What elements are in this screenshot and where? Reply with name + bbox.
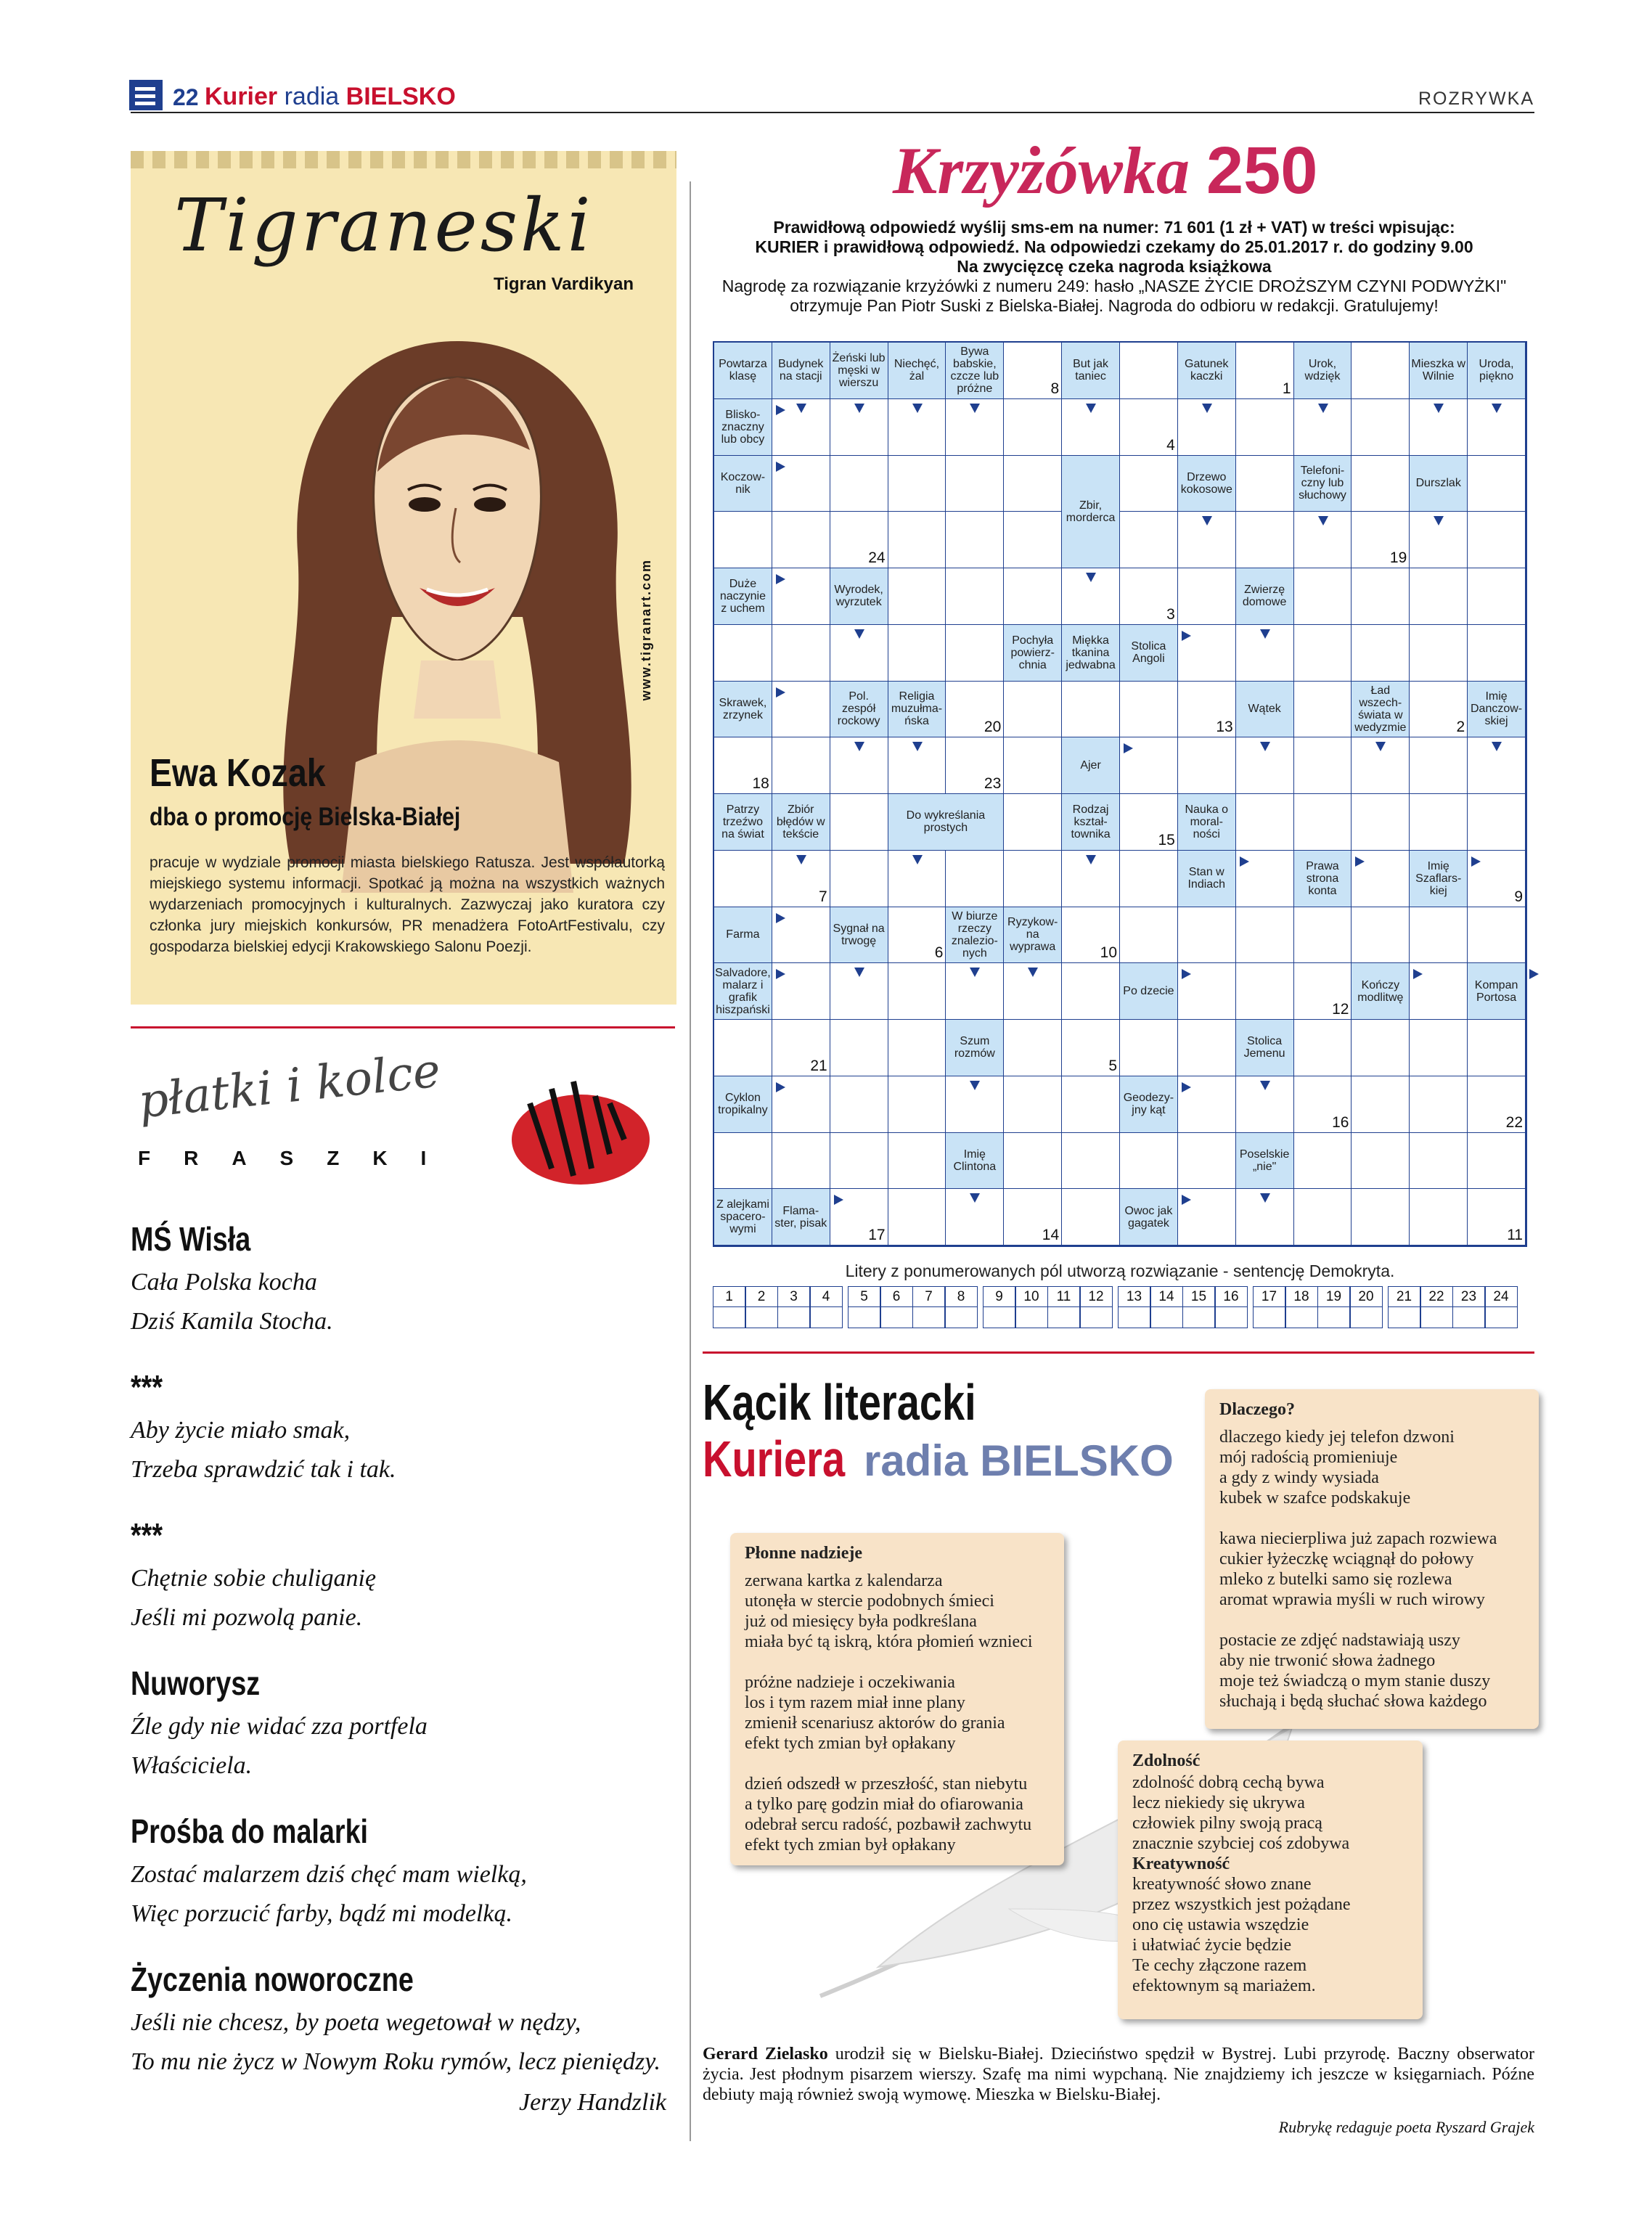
grid-cell[interactable]	[946, 512, 1004, 568]
clue-cell: Stan w Indiach	[1178, 851, 1236, 907]
person-subtitle: dba o promocję Bielska-Białej	[150, 803, 461, 831]
poem-line: a tylko parę godzin miał do ofiarowania	[745, 1795, 1023, 1814]
cell-number: 6	[934, 944, 944, 962]
poem-line: znacznie szybciej coś zdobywa	[1132, 1834, 1350, 1853]
page-number: 22	[173, 84, 199, 110]
clue-cell: Nauka o moral-ności	[1178, 794, 1236, 851]
answer-box[interactable]: 13	[1118, 1286, 1150, 1328]
poem-card: Płonne nadzieje zerwana kartka z kalendarza utonęła w stercie podobnych śmieci już od miesięcy była podkreślana miała być tą iskrą, która płomień wznieci próżne nadzieje i oczekiwania los i tym razem miał inne plany zmienił scenariusz aktorów do grania efekt tych zmian był opłakany dzień odszedł w przeszłość, stan niebytu a tylko parę godzin miał do ofiarowania odebrał sercu radość, pozbawił zachwytu efekt tych zmian był opłakany	[730, 1533, 1064, 1865]
crossword-rules: Prawidłową odpowiedź wyślij sms-em na numer: 71 601 (1 zł + VAT) w treści wpisując: KURIER i prawidłową odpowiedź. Na odpowiedzi czekamy do 25.01.2017 r. do godziny 9.00 Na zwycięzcę czeka nagroda książkowa Nagrodę za rozwiązanie krzyżówki z numeru 249: hasło „NASZE ŻYCIE DROŻSZYM CZYNI PODWYŻKI" otrzymuje Pan Piotr Suski z Bielska-Białej. Nagroda do odbioru w redakcji. Gratulujemy!	[721, 218, 1507, 315]
clue-cell: Z alejkami spacero-wymi	[714, 1189, 772, 1246]
clue-arrow-icon	[970, 1081, 980, 1090]
grid-cell[interactable]	[888, 512, 946, 568]
clue-cell: Imię Szaflars-kiej	[1410, 851, 1468, 907]
poem-line	[745, 1652, 1050, 1672]
clue-cell: Telefoni-czny lub słuchowy	[1294, 456, 1352, 512]
fraszka: *** Chętnie sobie chuliganię Jeśli mi pozwolą panie.	[131, 1516, 377, 1631]
section-name: ROZRYWKA	[1418, 89, 1534, 109]
grid-cell[interactable]	[1294, 737, 1352, 794]
answer-box[interactable]: 5	[848, 1286, 880, 1328]
clue-cell: Poselskie „nie"	[1236, 1133, 1294, 1190]
clue-cell: Sygnał na trwogę	[830, 907, 888, 964]
notebook-edge	[131, 151, 676, 168]
clue-cell: Zbiór błędów w tekście	[772, 794, 830, 851]
clue-cell: Kończy modlitwę	[1352, 963, 1410, 1020]
poem-card: Zdolność zdolność dobrą cechą bywa lecz niekiedy się ukrywa człowiek pilny swoją pracą znacznie szybciej coś zdobywa Kreatywność kreatywność słowo znane przez wszystkich jest pożądane ono cię ustawia wszędzie i ułatwiać życie będzie Te cechy złączone razem efektownym są mariażem.	[1118, 1741, 1423, 2019]
clue-cell: Durszlak	[1410, 456, 1468, 512]
poem-line: efektownym są mariażem.	[1132, 1976, 1316, 1995]
clue-cell: Duże naczynie z uchem	[714, 568, 772, 625]
clue-cell: Flama-ster, pisak	[772, 1189, 830, 1246]
clue-cell: Zbir, morderca	[1062, 456, 1120, 569]
answer-box[interactable]: 24	[1485, 1286, 1518, 1328]
clue-cell: Powtarza klasę	[714, 343, 772, 399]
clue-cell: Gatunek kaczki	[1178, 343, 1236, 399]
clue-cell: Szum rozmów	[946, 1020, 1004, 1076]
poem-line: dzień odszedł w przeszłość, stan niebytu	[745, 1775, 1028, 1794]
grid-cell[interactable]	[888, 568, 946, 625]
answer-box[interactable]: 23	[1452, 1286, 1485, 1328]
clue-cell: Skrawek, zrzynek	[714, 682, 772, 738]
poem-line: cukier łyżeczkę wciągnął do połowy	[1219, 1550, 1474, 1569]
grid-cell[interactable]	[1410, 625, 1468, 682]
answer-box[interactable]: 9	[983, 1286, 1015, 1328]
clue-cell: Farma	[714, 907, 772, 964]
cell-number: 18	[752, 775, 769, 792]
cell-number: 17	[868, 1227, 886, 1243]
clue-cell: Rodzaj kształ-townika	[1062, 794, 1120, 851]
clue-cell: Drzewo kokosowe	[1178, 456, 1236, 512]
clue-arrow-icon	[776, 913, 785, 923]
poem-line	[1219, 1610, 1524, 1630]
poem-line: aby nie trwonić słowa żadnego	[1219, 1651, 1436, 1670]
clue-arrow-icon	[1182, 969, 1191, 979]
clue-cell: Wyrodek, wyrzutek	[830, 568, 888, 625]
clue-arrow-icon	[1355, 856, 1365, 867]
clue-cell: Żeński lub męski w wierszu	[830, 343, 888, 399]
grid-cell[interactable]	[772, 512, 830, 568]
clue-arrow-icon	[1124, 743, 1133, 753]
poem-line: efekt tych zmian był opłakany	[745, 1734, 956, 1753]
grid-cell[interactable]	[1294, 907, 1352, 964]
grid-cell[interactable]	[1468, 456, 1526, 512]
fraszki-author: Jerzy Handzlik	[518, 2089, 666, 2116]
answer-box[interactable]: 22	[1420, 1286, 1453, 1328]
poem-line	[745, 1754, 1050, 1774]
clue-arrow-icon	[1434, 516, 1444, 525]
poem-line: mój radością promieniuje	[1219, 1448, 1398, 1467]
poem-line: kubek w szafce podskakuje	[1219, 1489, 1411, 1508]
clue-cell: Mieszka w Wilnie	[1410, 343, 1468, 399]
clue-arrow-icon	[796, 855, 806, 864]
clue-arrow-icon	[1434, 404, 1444, 413]
grid-cell[interactable]	[1062, 682, 1120, 738]
poem-line: Te cechy złączone razem	[1132, 1956, 1307, 1975]
artist-url: www.tigranart.com	[639, 559, 653, 701]
clue-arrow-icon	[970, 404, 980, 413]
clue-arrow-icon	[912, 742, 923, 751]
grid-cell[interactable]	[1468, 512, 1526, 568]
editor-credit: Rubrykę redaguje poeta Ryszard Grajek	[1278, 2118, 1534, 2136]
answer-box[interactable]: 14	[1150, 1286, 1183, 1328]
grid-cell[interactable]	[772, 737, 830, 794]
poem-line: dlaczego kiedy jej telefon dzwoni	[1219, 1428, 1455, 1447]
poem-line: już od miesięcy była podkreślana	[745, 1612, 977, 1631]
literary-title: Kącik literacki	[703, 1374, 976, 1431]
grid-cell[interactable]	[1120, 343, 1178, 399]
poem-line: kawa niecierpliwa już zapach rozwiewa	[1219, 1529, 1497, 1548]
grid-cell[interactable]	[772, 625, 830, 682]
poem-line: aromat wprawia myśli w ruch wirowy	[1219, 1590, 1485, 1609]
poem-line: moje też świadczą o mym stanie duszy	[1219, 1672, 1491, 1690]
clue-arrow-icon	[970, 968, 980, 977]
cell-number: 12	[1332, 1001, 1349, 1018]
clue-cell: Prawa strona konta	[1294, 851, 1352, 907]
clue-arrow-icon	[1529, 969, 1539, 979]
answer-box[interactable]: 4	[810, 1286, 843, 1328]
clue-cell: Imię Clintona	[946, 1133, 1004, 1190]
clue-arrow-icon	[1182, 631, 1191, 641]
clue-arrow-icon	[1260, 1081, 1270, 1090]
clue-arrow-icon	[776, 574, 785, 584]
poem-text	[1132, 1772, 1408, 1854]
poem-line	[1219, 1508, 1524, 1529]
fraszki-logo: płatki i kolce	[136, 1044, 443, 1129]
clue-cell: Urok, wdzięk	[1294, 343, 1352, 399]
clue-cell: Stolica Angoli	[1120, 625, 1178, 682]
clue-arrow-icon	[1492, 404, 1502, 413]
clue-arrow-icon	[1240, 856, 1249, 867]
person-name: Ewa Kozak	[150, 751, 326, 795]
clue-cell: Miękka tkanina jedwabna	[1062, 625, 1120, 682]
clue-arrow-icon	[776, 1082, 785, 1092]
clue-cell: Religia muzułma-ńska	[888, 682, 946, 738]
poem-line: los i tym razem miał inne plany	[745, 1693, 965, 1712]
crossword-grid[interactable]	[713, 341, 1527, 1247]
clue-arrow-icon	[776, 969, 785, 979]
clue-cell: Stolica Jemenu	[1236, 1020, 1294, 1076]
answer-box[interactable]: 18	[1285, 1286, 1318, 1328]
grid-cell[interactable]	[714, 512, 772, 568]
crossword-footer: Litery z ponumerowanych pól utworzą rozwiązanie - sentencję Demokryta.	[845, 1261, 1395, 1280]
grid-cell[interactable]	[1410, 568, 1468, 625]
poem-line: odebrał sercu radość, pozbawił zachwytu	[745, 1815, 1032, 1834]
clue-arrow-icon	[776, 405, 785, 415]
literary-title-kuriera: Kuriera	[703, 1431, 846, 1487]
cell-number: 13	[1216, 719, 1233, 736]
clue-cell: Ryzykow-na wyprawa	[1004, 907, 1062, 964]
clue-arrow-icon	[1260, 742, 1270, 751]
clue-arrow-icon	[912, 855, 923, 864]
cell-number: 22	[1505, 1113, 1523, 1131]
answer-box[interactable]: 3	[777, 1286, 810, 1328]
poem-line: kreatywność słowo znane	[1132, 1875, 1312, 1894]
answer-box[interactable]: 2	[745, 1286, 778, 1328]
grid-cell[interactable]	[1352, 399, 1410, 456]
clue-cell: But jak taniec	[1062, 343, 1120, 399]
clue-arrow-icon	[854, 968, 864, 977]
cell-number: 8	[1050, 380, 1060, 397]
fraszka: Życzenia noworoczne Jeśli nie chcesz, by poeta wegetował w nędzy, To mu nie życz w Nowym Roku rymów, lecz pieniędzy.	[131, 1960, 661, 2075]
clue-arrow-icon	[776, 687, 785, 698]
clue-cell: Do wykreślania prostych	[888, 794, 1005, 851]
grid-cell[interactable]	[946, 568, 1004, 625]
clue-arrow-icon	[970, 1193, 980, 1203]
poem-line: przez wszystkich jest pożądane	[1132, 1895, 1351, 1914]
answer-box[interactable]: 10	[1015, 1286, 1048, 1328]
poem-card: Dlaczego? dlaczego kiedy jej telefon dzwoni mój radością promieniuje a gdy z windy wysiada kubek w szafce podskakuje kawa niecierpliwa już zapach rozwiewa cukier łyżeczkę wciągnął do połowy mleko z butelki samo się rozlewa aromat wprawia myśli w ruch wirowy postacie ze zdjęć nadstawiają uszy aby nie trwonić słowa żadnego moje też świadczą o mym stanie duszy słuchają i będą słuchać słowa każdego	[1205, 1389, 1539, 1729]
clue-cell: Ajer	[1062, 737, 1120, 794]
cell-number: 21	[810, 1057, 827, 1074]
grid-cell[interactable]	[1294, 625, 1352, 682]
clue-arrow-icon	[1375, 742, 1386, 751]
clue-arrow-icon	[1260, 629, 1270, 639]
clue-arrow-icon	[854, 742, 864, 751]
clue-cell: Bywa babskie, czcze lub próżne	[946, 343, 1004, 399]
answer-box[interactable]: 15	[1182, 1286, 1215, 1328]
grid-cell[interactable]	[1468, 794, 1526, 851]
clue-arrow-icon	[1471, 856, 1481, 867]
poem-line: efekt tych zmian był opłakany	[745, 1836, 956, 1854]
clue-cell: W biurze rzeczy znalezio-nych	[946, 907, 1004, 964]
poem-line: postacie ze zdjęć nadstawiają uszy	[1219, 1631, 1460, 1650]
clue-arrow-icon	[834, 1195, 843, 1205]
clue-arrow-icon	[1086, 855, 1096, 864]
poem-text	[1132, 1874, 1408, 1996]
cell-number: 3	[1166, 605, 1175, 623]
clue-cell: Ład wszech-świata w wedyzmie	[1352, 682, 1410, 738]
poem-line: zmienił scenariusz aktorów do grania	[745, 1714, 1005, 1733]
cell-number: 7	[819, 888, 827, 905]
header-rule	[131, 112, 1534, 113]
answer-box[interactable]: 11	[1047, 1286, 1080, 1328]
clue-arrow-icon	[1086, 404, 1096, 413]
poem-line: człowiek pilny swoją pracą	[1132, 1814, 1322, 1833]
cell-number: 24	[868, 549, 886, 566]
poem-line: zerwana kartka z kalendarza	[745, 1571, 943, 1590]
cell-number: 9	[1514, 888, 1523, 905]
grid-cell[interactable]	[1294, 568, 1352, 625]
grid-cell[interactable]	[1294, 794, 1352, 851]
answer-box[interactable]: 12	[1080, 1286, 1113, 1328]
poem-line: a gdy z windy wysiada	[1219, 1468, 1379, 1487]
poem-line: ono cię ustawia wszędzie	[1132, 1915, 1309, 1934]
clue-arrow-icon	[1202, 404, 1212, 413]
cell-number: 16	[1332, 1113, 1349, 1131]
clue-arrow-icon	[1318, 516, 1328, 525]
clue-arrow-icon	[854, 404, 864, 413]
fraszka: Prośba do malarki Zostać malarzem dziś chęć mam wielką, Więc porzucić farby, bądź mi modelką.	[131, 1812, 527, 1927]
cell-number: 11	[1507, 1227, 1523, 1243]
answer-box[interactable]: 17	[1253, 1286, 1285, 1328]
poem-line: lecz niekiedy się ukrywa	[1132, 1794, 1305, 1812]
column-title: Tigraneski	[174, 183, 594, 268]
answer-box[interactable]: 8	[945, 1286, 978, 1328]
artist-name: Tigran Vardikyan	[494, 274, 634, 294]
cell-number: 20	[984, 719, 1002, 736]
poem-line: i ułatwiać życie będzie	[1132, 1936, 1292, 1955]
answer-box[interactable]: 6	[880, 1286, 913, 1328]
crossword-title: Krzyżówka 250	[893, 134, 1318, 208]
clue-arrow-icon	[912, 404, 923, 413]
clue-arrow-icon	[854, 629, 864, 639]
poet-bio: Gerard Zielasko urodził się w Bielsku-Białej. Dzieciństwo spędził w Bystrej. Lubi przyrodę. Baczny obserwator życia. Jest płodnym pisarzem wierszy. Szafę ma nimi wypchaną. Nie znajdziemy ich jeszcze w księgarniach. Późne debiuty mają również swoją wymowę. Mieszka w Bielsku-Białej.	[703, 2045, 1535, 2104]
fraszki-letters: FRASZKI	[138, 1147, 460, 1169]
cell-number: 19	[1389, 549, 1407, 566]
clue-cell: Pochyła powierz-chnia	[1004, 625, 1062, 682]
clue-cell: Patrzy trzeźwo na świat	[714, 794, 772, 851]
clue-cell: Owoc jak gagatek	[1120, 1189, 1178, 1246]
publication-name: Kurier radia BIELSKO	[205, 83, 456, 110]
grid-cell[interactable]	[830, 456, 888, 512]
cell-number: 10	[1100, 944, 1117, 962]
clue-arrow-icon	[1086, 573, 1096, 582]
answer-box[interactable]: 16	[1215, 1286, 1248, 1328]
clue-cell: Kompan Portosa	[1468, 963, 1526, 1020]
cell-number: 15	[1158, 831, 1175, 848]
answer-box[interactable]: 21	[1388, 1286, 1420, 1328]
grid-cell[interactable]	[1468, 568, 1526, 625]
grid-cell[interactable]	[888, 625, 946, 682]
clue-cell: Niechęć, żal	[888, 343, 946, 399]
clue-arrow-icon	[1260, 1193, 1270, 1203]
clue-cell: Zwierzę domowe	[1236, 568, 1294, 625]
clue-cell: Imię Danczow-skiej	[1468, 682, 1526, 738]
clue-arrow-icon	[1028, 968, 1038, 977]
fraszka: *** Aby życie miało smak, Trzeba sprawdzić tak i tak.	[131, 1368, 396, 1483]
grid-cell[interactable]	[1294, 682, 1352, 738]
poem-line: próżne nadzieje i oczekiwania	[745, 1673, 955, 1692]
clue-arrow-icon	[1413, 969, 1423, 979]
person-bio: pracuje w wydziale promocji miasta bielskiego Ratusza. Jest współautorką miejskiego systemu informacji. Spotkać ją można na wszystkich ważnych wydarzeniach promocyjnych i kulturalnych. Zazwyczaj jako kuratora czy członka jury miejskich konkursów, PR menadżera FotoArtFestivalu, czy gospodarza bielskiej edycji Krakowskiego Salonu Poezji.	[150, 854, 665, 955]
clue-arrow-icon	[1318, 404, 1328, 413]
fraszka: Nuworysz Źle gdy nie widać zza portfela Właściciela.	[131, 1664, 428, 1779]
cell-number: 4	[1166, 436, 1175, 454]
answer-box[interactable]: 1	[713, 1286, 745, 1328]
grid-cell[interactable]	[946, 625, 1004, 682]
clue-cell: Blisko-znaczny lub obcy	[714, 399, 772, 456]
clue-cell: Pol. zespół rockowy	[830, 682, 888, 738]
cell-number: 14	[1042, 1227, 1060, 1243]
clue-cell: Budynek na stacji	[772, 343, 830, 399]
logo-icon	[129, 80, 163, 110]
grid-cell[interactable]	[1468, 625, 1526, 682]
grid-cell[interactable]	[714, 625, 772, 682]
clue-cell: Geodezy-jny kąt	[1120, 1076, 1178, 1133]
grid-cell[interactable]	[946, 456, 1004, 512]
answer-box[interactable]: 7	[912, 1286, 945, 1328]
clue-arrow-icon	[1182, 1082, 1191, 1092]
answer-box[interactable]: 20	[1350, 1286, 1383, 1328]
cell-number: 23	[984, 775, 1002, 792]
literary-title-radio: radia BIELSKO	[864, 1436, 1174, 1485]
grid-cell[interactable]	[1352, 343, 1410, 399]
grid-cell[interactable]	[888, 456, 946, 512]
grid-cell[interactable]	[1352, 456, 1410, 512]
clue-cell: Wątek	[1236, 682, 1294, 738]
poem-line: miała być tą iskrą, która płomień wznieci	[745, 1632, 1033, 1651]
clue-arrow-icon	[1202, 516, 1212, 525]
poem-line: utonęła w stercie podobnych śmieci	[745, 1592, 994, 1611]
poem-line: mleko z butelki samo się rozlewa	[1219, 1570, 1452, 1589]
clue-arrow-icon	[776, 462, 785, 472]
column-divider	[690, 181, 691, 2141]
poem-line: zdolność dobrą cechą bywa	[1132, 1773, 1325, 1792]
section-rule	[131, 1026, 675, 1028]
answer-box[interactable]: 19	[1317, 1286, 1350, 1328]
poem-text	[1219, 1427, 1524, 1711]
clue-cell: Po dzecie	[1120, 963, 1178, 1020]
poem-text	[745, 1571, 1050, 1855]
cell-number: 5	[1108, 1057, 1117, 1074]
grid-cell[interactable]	[1178, 568, 1236, 625]
clue-cell: Cyklon tropikalny	[714, 1076, 772, 1133]
clue-arrow-icon	[1492, 742, 1502, 751]
clue-cell: Salvadore, malarz i grafik hiszpański	[714, 963, 772, 1020]
clue-cell: Uroda, piękno	[1468, 343, 1526, 399]
answer-row[interactable]	[713, 1286, 1527, 1328]
cell-number: 1	[1282, 380, 1291, 397]
clue-cell: Koczow-nik	[714, 456, 772, 512]
poem-line: słuchają i będą słuchać słowa każdego	[1219, 1692, 1487, 1711]
cell-number: 2	[1456, 719, 1465, 736]
fraszka: MŚ Wisła Cała Polska kocha Dziś Kamila Stocha.	[131, 1220, 333, 1335]
fraszki-logo-art	[501, 1060, 653, 1190]
clue-arrow-icon	[796, 404, 806, 413]
clue-arrow-icon	[1182, 1195, 1191, 1205]
section-rule	[703, 1351, 1534, 1354]
